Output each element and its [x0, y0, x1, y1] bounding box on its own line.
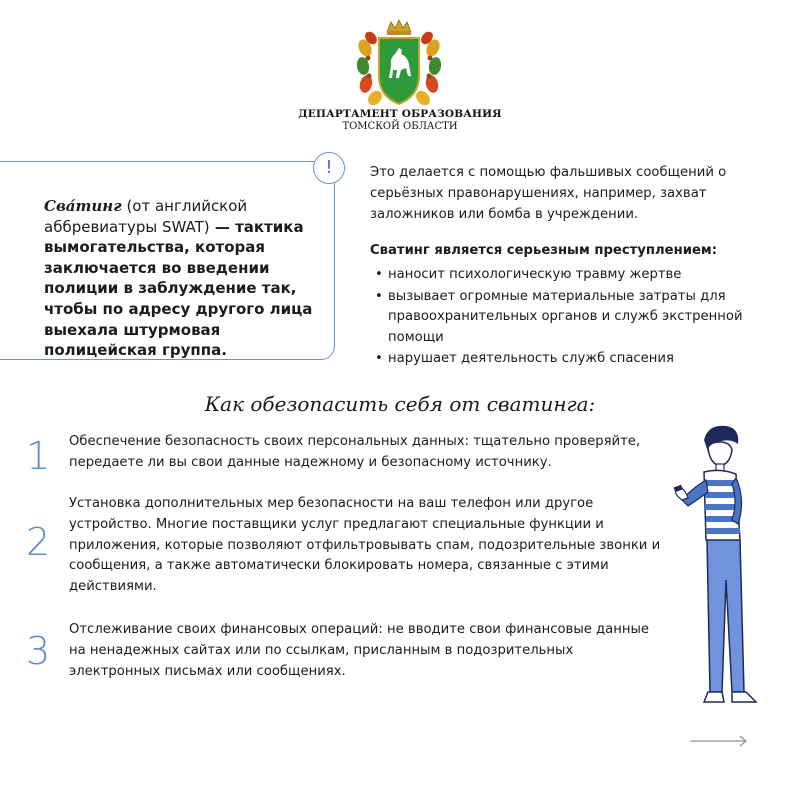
list-item: • наносит психологическую травму жертве: [370, 265, 770, 286]
step-number-1: 1: [26, 434, 51, 478]
step-number-3: 3: [26, 629, 51, 673]
crime-title: Сватинг является серьезным преступлением:: [370, 243, 717, 258]
intro-text: Это делается с помощью фальшивых сообщений о серьёзных правонарушениях, например, захват заложников или бомба в учреждении.: [370, 165, 727, 222]
step-number-2: 2: [26, 520, 51, 564]
definition-body: — тактика вымогательства, которая заключается во введении полиции в заблуждение так, чтобы по адресу другого лица выехала штурмовая полицейская группа.: [44, 217, 313, 360]
exclamation-circle-icon: !: [313, 152, 345, 184]
coat-of-arms-logo: [355, 18, 443, 110]
person-with-phone-illustration: [660, 420, 790, 720]
right-arrow-icon[interactable]: [688, 733, 750, 749]
section-title: Как обезопасить себя от сватинга:: [204, 392, 596, 416]
definition-text: [44, 196, 334, 361]
step-text-1: Обеспечение безопасность своих персональных данных: тщательно проверяйте, передаете ли вы свои данные надежному и безопасному источнику.: [69, 434, 641, 470]
step-text-2: Установка дополнительных мер безопасности на ваш телефон или другое устройство. Многие поставщики услуг предлагают специальные функции и приложения, которые позволяют отфильтровывать спам, подозрительные звонки и сообщения, а также автоматически блокировать номера, связанные с этими действиями.: [69, 496, 661, 595]
department-line2: ТОМСКОЙ ОБЛАСТИ: [342, 121, 458, 132]
department-line1: ДЕПАРТАМЕНТ ОБРАЗОВАНИЯ: [298, 108, 502, 120]
definition-etymology: (от английской аббревиатуры SWAT): [44, 197, 248, 236]
step-text-3: Отслеживание своих финансовых операций: не вводите свои финансовые данные на ненадежных сайтах или по ссылкам, присланным в подозрительных электронных письмах или сообщениях.: [69, 622, 650, 679]
department-name: [260, 108, 540, 132]
crime-list: [370, 265, 770, 371]
list-item: • нарушает деятельность служб спасения: [370, 349, 770, 370]
definition-term: Сва́тинг: [44, 197, 122, 215]
list-item: • вызывает огромные материальные затраты для правоохранительных органов и служб экстренной помощи: [370, 287, 770, 349]
